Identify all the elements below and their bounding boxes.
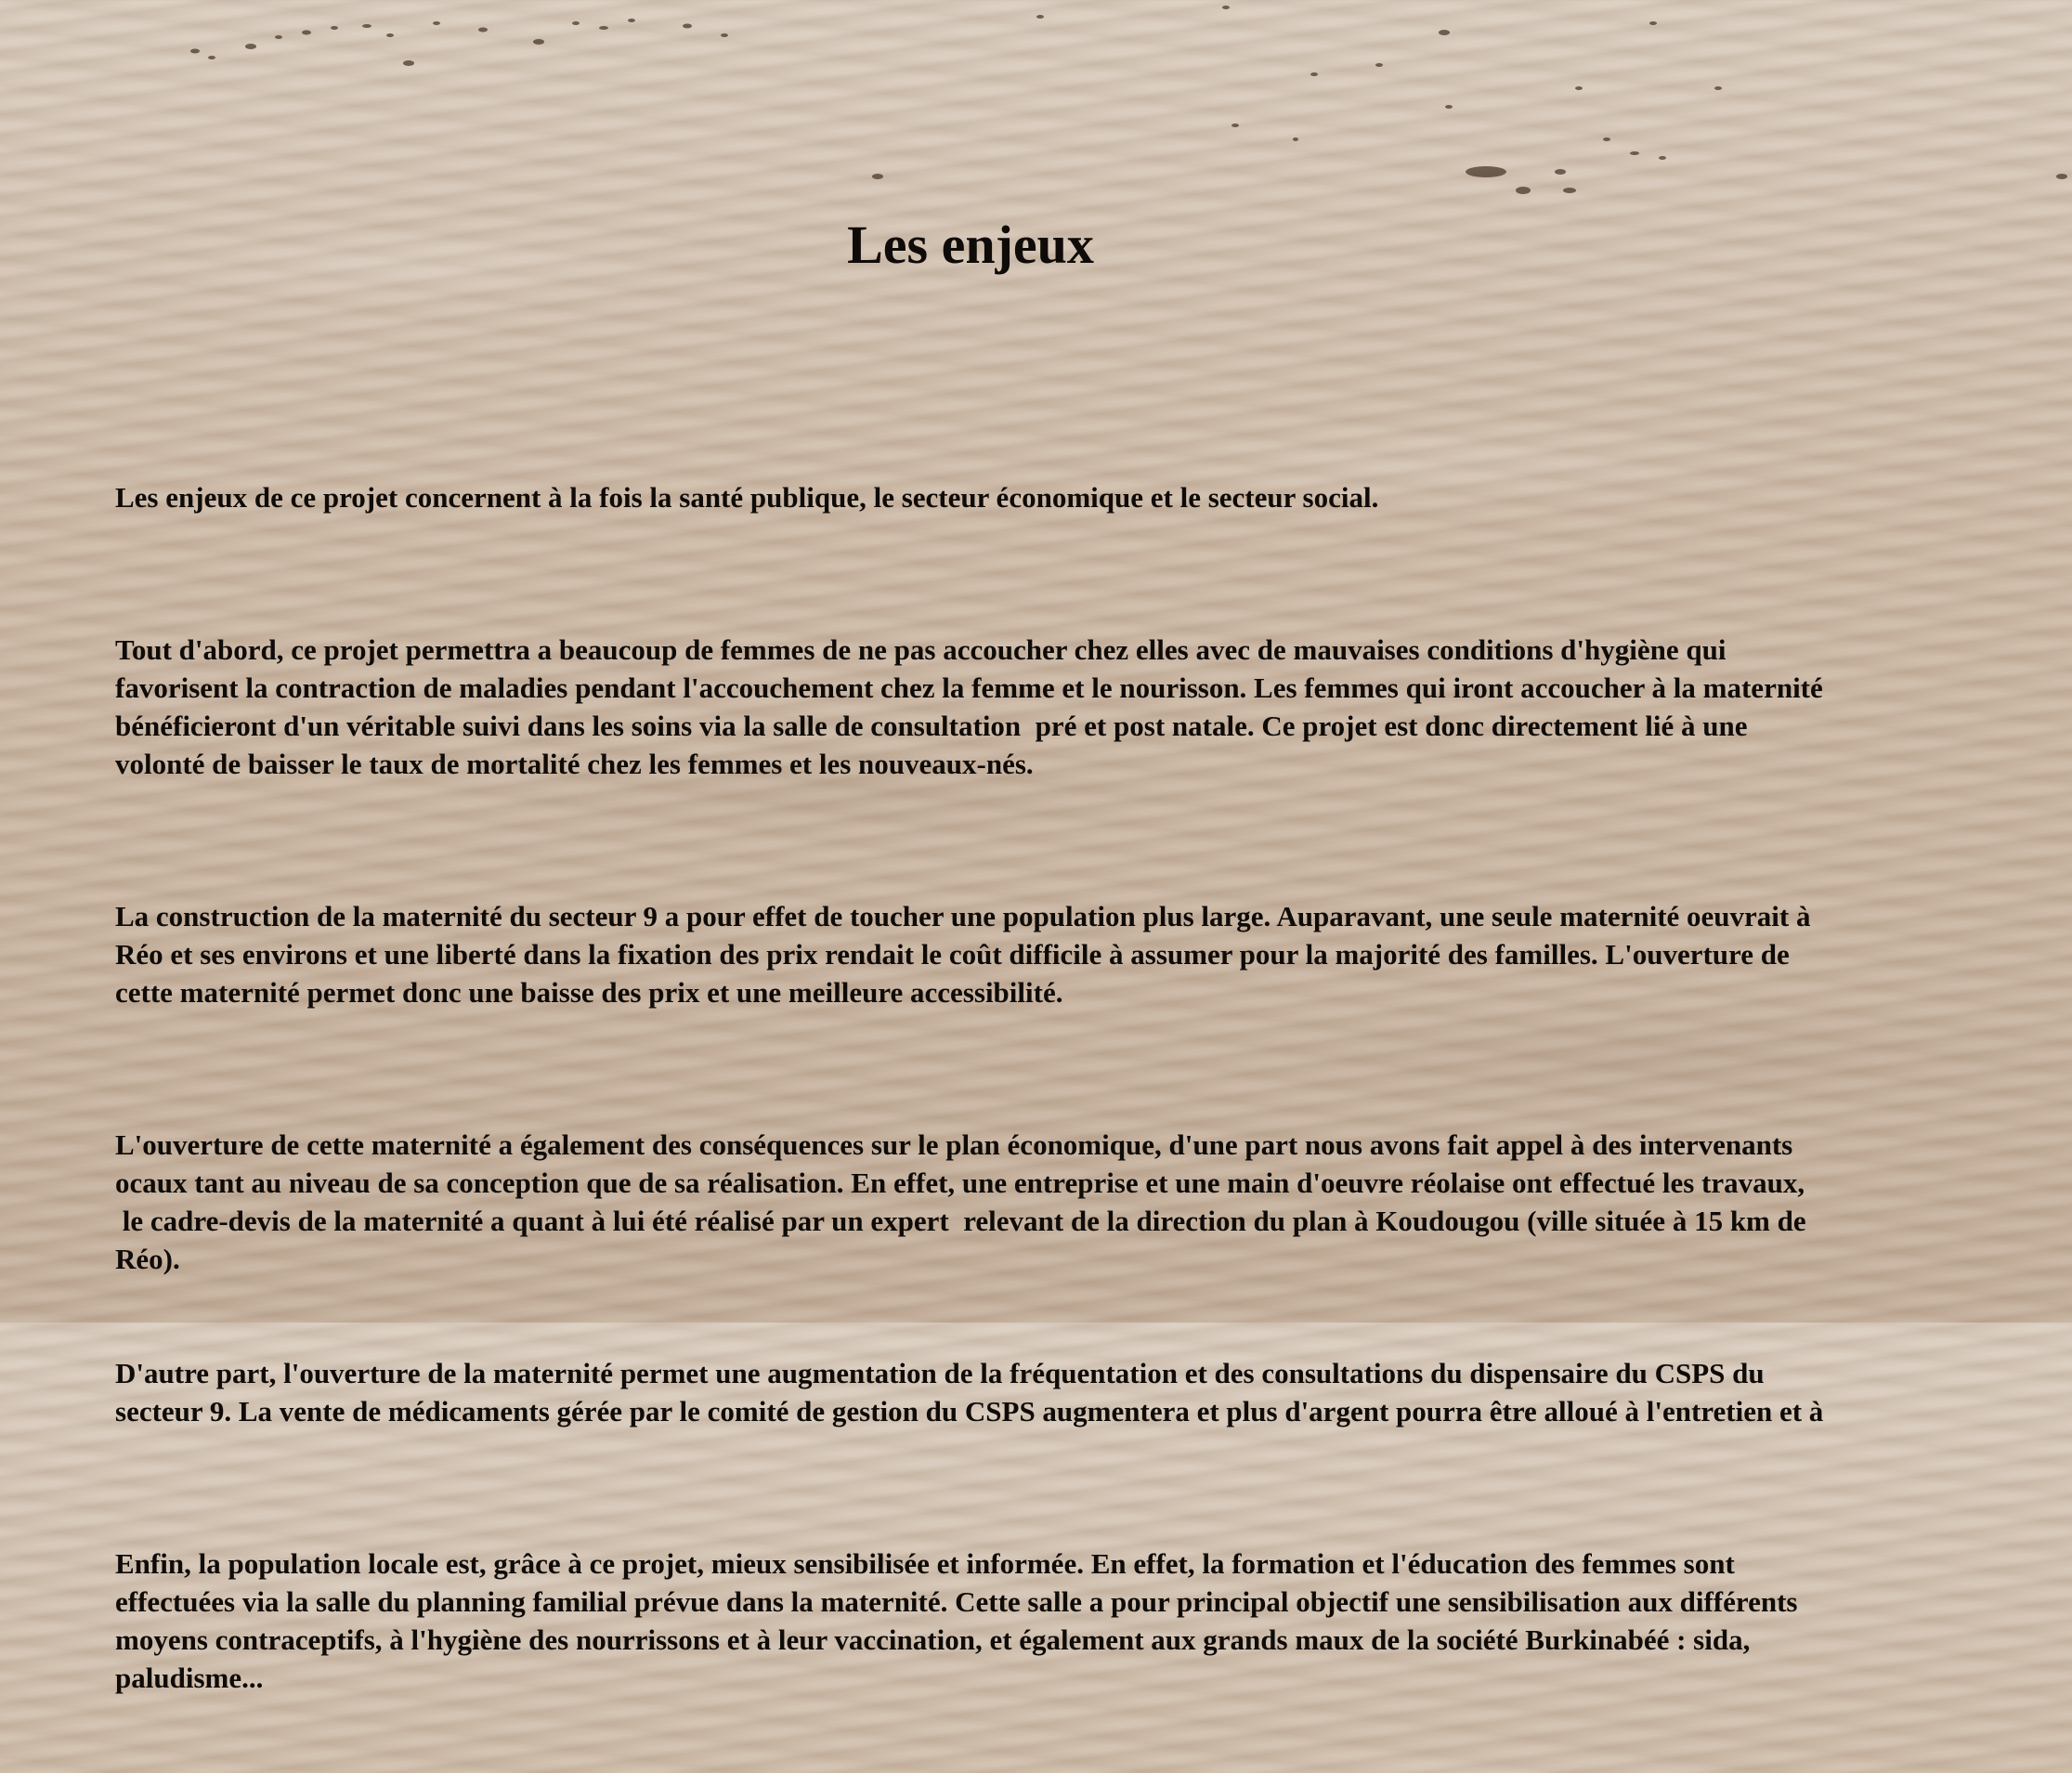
paragraph-accessibility: La construction de la maternité du secteur 9 a pour effet de toucher une population plus large. Auparavant, une seule maternité oeuvrait à Réo et ses environs et une liberté dans la fixation des prix rendait le coût difficile à assumer pour la majorité des familles. L'ouverture de cette maternité permet donc une baisse des prix et une meilleure accessibilité. (115, 900, 1811, 1009)
paragraph-economic: L'ouverture de cette maternité a également des conséquences sur le plan économique, d'une part nous avons fait appel à des intervenants ocaux tant au niveau de sa conception que de sa réalisation. En effet, une entreprise et une main d'oeuvre réolaise ont effectué les travaux, le cadre-devis de la maternité a quant à lui été réalisé par un expert relevant de la direction du plan à Koudougou (ville située à 15 km de Réo). (115, 1128, 1806, 1275)
paragraph-intro: Les enjeux de ce projet concernent à la fois la santé publique, le secteur économique et le secteur social. (115, 481, 1379, 514)
paragraph-awareness: Enfin, la population locale est, grâce à ce projet, mieux sensibilisée et informée. En effet, la formation et l'éducation des femmes sont effectuées via la salle du planning familial prévue dans la maternité. Cette salle a pour principal objectif une sensibilisation aux différents moyens contraceptifs, à l'hygiène des nourrissons et à leur vaccination, et également aux grands maux de la société Burkinabéé : sida, paludisme... (115, 1547, 1798, 1694)
sand-pebbles (0, 0, 2072, 241)
page-title: Les enjeux (847, 215, 1094, 275)
paragraph-hygiene: Tout d'abord, ce projet permettra a beaucoup de femmes de ne pas accoucher chez elles avec de mauvaises conditions d'hygiène qui favorisent la contraction de maladies pendant l'accouchement chez la femme et le nourisson. Les femmes qui iront accoucher à la maternité bénéficieront d'un véritable suivi dans les soins via la salle de consultation pré et post natale. Ce projet est donc directement lié à une volonté de baisser le taux de mortalité chez les femmes et les nouveaux-nés. (115, 633, 1823, 780)
article-body (115, 402, 2065, 1773)
paragraph-dispensary: D'autre part, l'ouverture de la maternité permet une augmentation de la fréquentation et des consultations du dispensaire du CSPS du secteur 9. La vente de médicaments gérée par le comité de gestion du CSPS augmentera et plus d'argent pourra être alloué à l'entretien et à (115, 1357, 1824, 1428)
